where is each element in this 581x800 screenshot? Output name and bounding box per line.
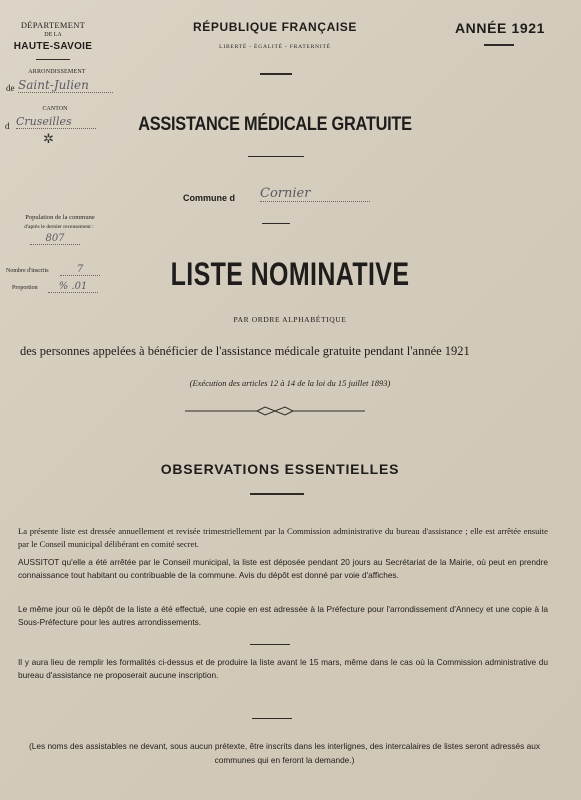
arrondissement-value: Saint-Julien [18, 78, 113, 93]
divider [248, 156, 304, 157]
observation-paragraph: Le même jour où le dépôt de la liste a été effectué, une copie en est adressée à la Préfecture pour l'arrondissement d'Annecy et une copie à la Sous-Préfecture pour les autres arrondissements. [18, 604, 548, 627]
divider [260, 73, 292, 75]
observation-paragraph: La présente liste est dressée annuellement et revisée trimestriellement par la Commission administrative du bureau d'assistance ; elle est arrêtée ensuite par le Conseil municipal délibérant en comité secret. [18, 526, 548, 549]
republic-heading: RÉPUBLIQUE FRANÇAISE [192, 20, 357, 34]
departement-name: HAUTE-SAVOIE [13, 41, 93, 52]
ornament-divider [185, 402, 365, 420]
population-label: Population de la commune [25, 214, 95, 221]
proportion-label: Proportion [12, 285, 38, 291]
year-heading: ANNÉE 1921 [454, 20, 546, 36]
departement-de-label: DE LA [44, 32, 62, 38]
inscrits-value: 7 [60, 264, 100, 276]
arrondissement-prefix: de [6, 83, 15, 93]
canton-label: CANTON [42, 106, 68, 112]
commune-value: Cornier [260, 186, 370, 202]
divider [36, 59, 70, 60]
main-title: ASSISTANCE MÉDICALE GRATUITE [138, 114, 412, 135]
observations-title: OBSERVATIONS ESSENTIELLES [160, 461, 400, 477]
liste-subtitle: PAR ORDRE ALPHABÉTIQUE [233, 315, 347, 324]
proportion-value: % .01 [48, 281, 98, 293]
population-value: 807 [30, 233, 80, 245]
liste-description: des personnes appelées à bénéficier de l'assistance médicale gratuite pendant l'année 1921 [20, 344, 470, 358]
divider [250, 644, 290, 645]
divider [252, 718, 292, 719]
canton-value: Cruseilles [16, 115, 96, 129]
liste-title: LISTE NOMINATIVE [170, 256, 410, 292]
observation-paragraph: Il y aura lieu de remplir les formalités ci-dessus et de produire la liste avant le 15 mars, même dans le cas où la Commission administrative du bureau d'assistance ne proposerait aucune inscription. [18, 657, 548, 680]
execution-note: (Exécution des articles 12 à 14 de la loi du 15 juillet 1893) [189, 378, 391, 388]
motto: LIBERTÉ - ÉGALITÉ - FRATERNITÉ [219, 44, 331, 50]
commune-label: Commune d [183, 193, 236, 203]
inscrits-label: Nombre d'inscrits [6, 268, 49, 274]
divider [250, 493, 304, 495]
divider [484, 44, 514, 46]
ornament-star-icon: ✲ [43, 131, 54, 146]
observation-note: (Les noms des assistables ne devant, sous aucun prétexte, être inscrits dans les interlignes, des intercalaires de listes seront adressés aux communes qui en feront la demande.) [29, 741, 540, 765]
departement-label: DÉPARTEMENT [20, 20, 86, 30]
observation-paragraph: AUSSITOT qu'elle a été arrêtée par le Conseil municipal, la liste est déposée pendant 20 jours au Secrétariat de la Mairie, où peut en prendre connaissance tout habitant ou contribuable de la commune. Avis du dépôt est donné par voie d'affiches. [18, 557, 548, 580]
population-sublabel: d'après le dernier recensement : [24, 224, 94, 230]
divider [262, 223, 290, 224]
canton-prefix: d [5, 121, 10, 131]
arrondissement-label: ARRONDISSEMENT [28, 69, 86, 75]
